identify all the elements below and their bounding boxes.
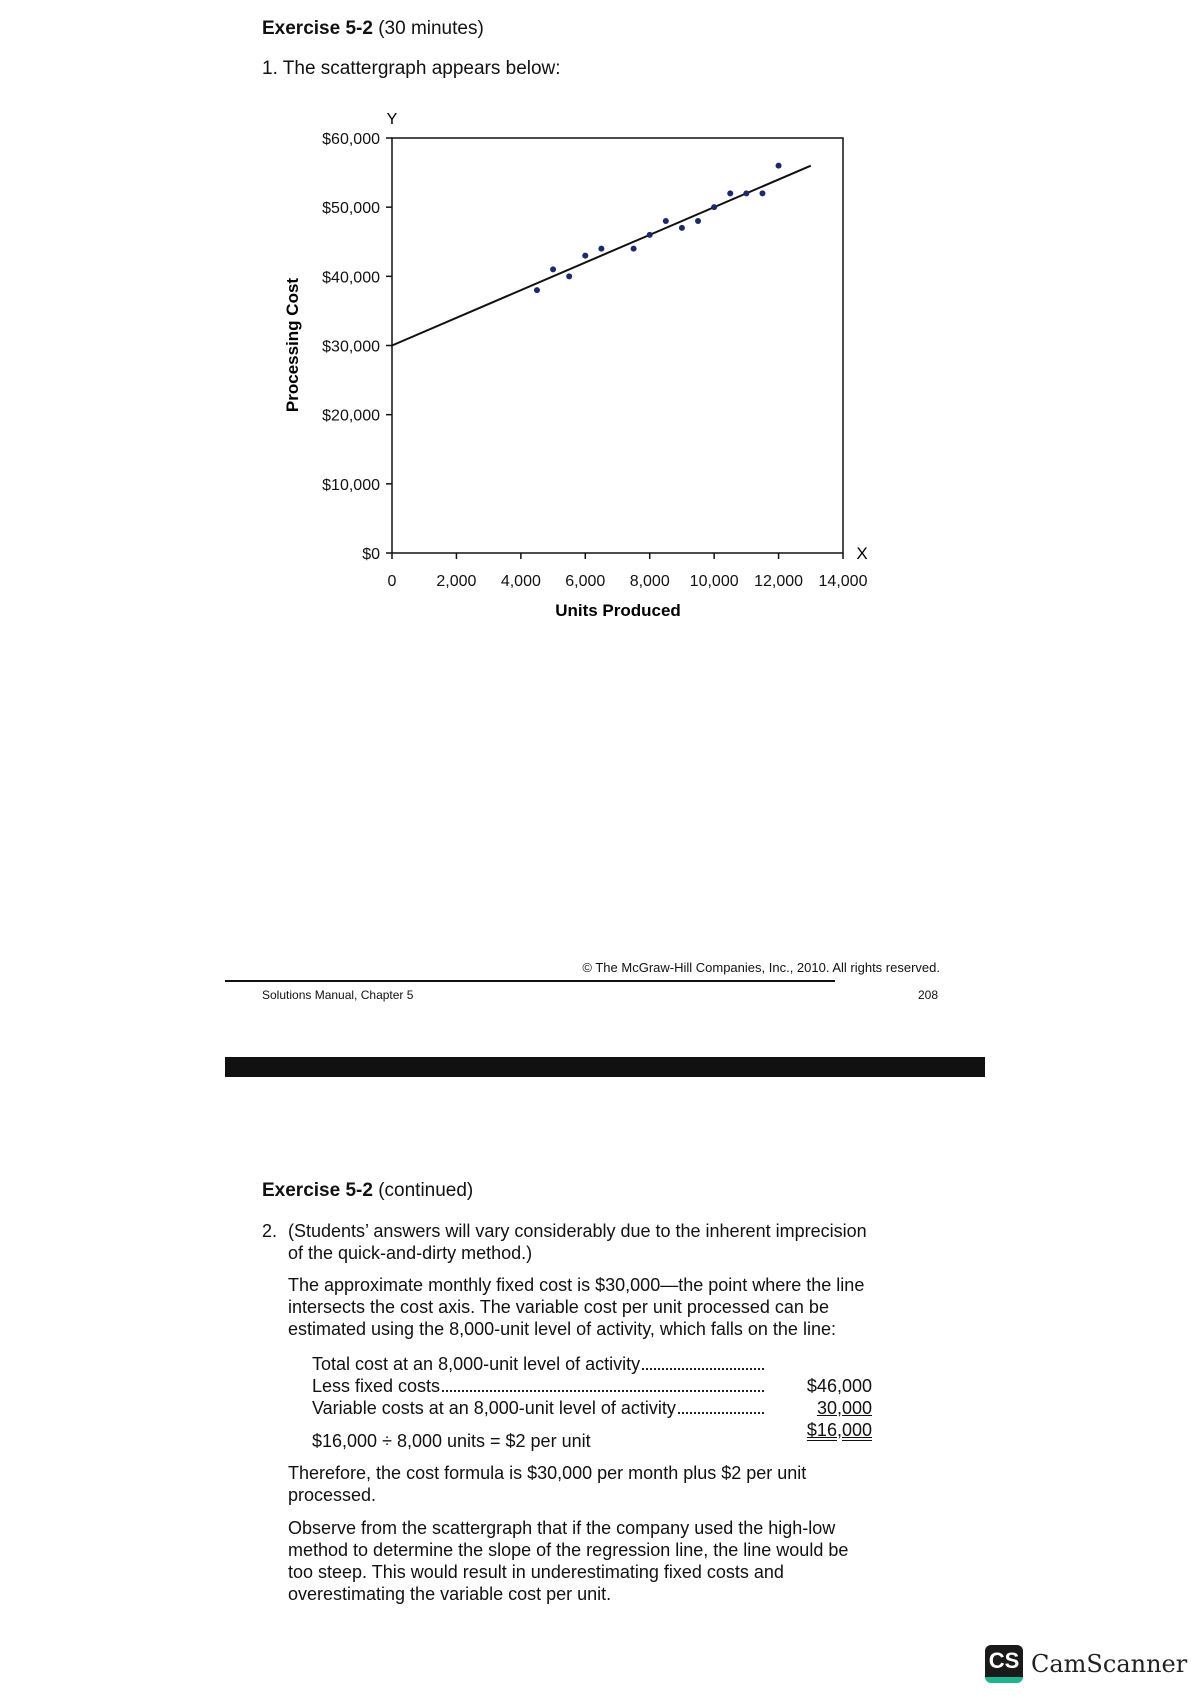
para3-line: method to determine the slope of the regression line, the line would be [288, 1540, 849, 1560]
y-tick-label: $30,000 [322, 338, 380, 356]
y-tick-label: $20,000 [322, 407, 380, 425]
data-point [598, 246, 604, 252]
y-axis-label: Processing Cost [283, 277, 302, 413]
calc-label: Variable costs at an 8,000-unit level of activity [312, 1398, 676, 1418]
page1-title-rest: (30 minutes) [372, 18, 484, 39]
calc-amount: 30,000 [816, 1398, 872, 1418]
x-tick-label: 6,000 [565, 573, 606, 590]
x-axis-label: Units Produced [555, 601, 681, 620]
data-point [727, 190, 733, 196]
footer-manual: Solutions Manual, Chapter 5 [262, 988, 414, 1002]
page2-title-rest: (continued) [372, 1180, 474, 1201]
item2-line: (Students’ answers will vary considerably due to the inherent imprecision [288, 1221, 867, 1241]
para3 [288, 1517, 848, 1605]
y-axis-letter: Y [386, 111, 398, 128]
item2-line: of the quick-and-dirty method.) [288, 1243, 533, 1263]
data-point [776, 163, 782, 169]
para1-line: intersects the cost axis. The variable cost per unit processed can be [288, 1297, 829, 1317]
data-point [679, 225, 685, 231]
x-tick-label: 4,000 [500, 573, 541, 590]
data-point [550, 266, 556, 272]
x-tick-label: 8,000 [629, 573, 670, 590]
x-axis-letter: X [856, 544, 868, 563]
y-tick-label: $0 [362, 546, 380, 563]
page2-title-bold: Exercise 5-2 [262, 1180, 373, 1201]
y-tick-label: $50,000 [322, 200, 380, 218]
para1 [288, 1274, 864, 1340]
para3-line: Observe from the scattergraph that if the company used the high-low [288, 1518, 836, 1538]
y-tick-label: $40,000 [322, 269, 380, 287]
data-point [759, 190, 765, 196]
calc-row [312, 1397, 872, 1440]
para1-line: estimated using the 8,000-unit level of activity, which falls on the line: [288, 1319, 836, 1339]
camscanner-logo: CS [985, 1645, 1023, 1683]
x-tick-label: 2,000 [436, 573, 477, 590]
item2-text [288, 1220, 867, 1264]
data-point [663, 218, 669, 224]
data-point [647, 232, 653, 238]
plot-frame [392, 138, 843, 553]
per-unit-calc: $16,000 ÷ 8,000 units = $2 per unit [312, 1431, 591, 1451]
calc-label: Total cost at an 8,000-unit level of activity [312, 1354, 641, 1374]
page-separator-bar [225, 1057, 985, 1077]
data-point [631, 246, 637, 252]
para2-line: processed. [288, 1485, 377, 1505]
calc-label: Less fixed costs [312, 1376, 441, 1396]
para2 [288, 1462, 806, 1506]
item1-text: 1. The scattergraph appears below: [262, 58, 561, 79]
chart-axes [392, 138, 843, 553]
data-point [695, 218, 701, 224]
data-point [711, 204, 717, 210]
x-tick-label: 12,000 [754, 573, 804, 590]
item2-number: 2. [262, 1221, 278, 1241]
y-tick-label: $60,000 [322, 131, 380, 148]
data-points [534, 163, 782, 293]
para1-line: The approximate monthly fixed cost is $30,000—the point where the line [288, 1275, 865, 1295]
x-tick-label: 0 [387, 573, 397, 590]
para2-line: Therefore, the cost formula is $30,000 per month plus $2 per unit [288, 1463, 807, 1483]
calc-table [312, 1353, 872, 1440]
data-point [582, 253, 588, 259]
copyright-text: © The McGraw-Hill Companies, Inc., 2010. All rights reserved. [582, 960, 940, 975]
page-number: 208 [917, 988, 938, 1002]
para3-line: overestimating the variable cost per unit. [288, 1584, 612, 1604]
data-point [566, 273, 572, 279]
page2-title [262, 1180, 473, 1202]
scattergraph [0, 100, 1200, 640]
data-point [534, 287, 540, 293]
data-point [743, 190, 749, 196]
para3-line: too steep. This would result in underestimating fixed costs and [288, 1562, 784, 1582]
x-tick-label: 14,000 [818, 573, 868, 590]
camscanner-watermark [985, 1645, 1187, 1683]
calc-amount: $16,000 [806, 1420, 872, 1440]
x-tick-label: 10,000 [689, 573, 739, 590]
camscanner-name: CamScanner [1031, 1650, 1188, 1678]
calc-amount: $46,000 [806, 1376, 872, 1396]
footer-rule [225, 980, 835, 982]
y-axis-ticks [322, 131, 392, 563]
page1-title [262, 18, 484, 40]
page1-title-bold: Exercise 5-2 [262, 18, 373, 39]
x-axis-ticks [388, 553, 868, 590]
y-tick-label: $10,000 [322, 476, 380, 494]
